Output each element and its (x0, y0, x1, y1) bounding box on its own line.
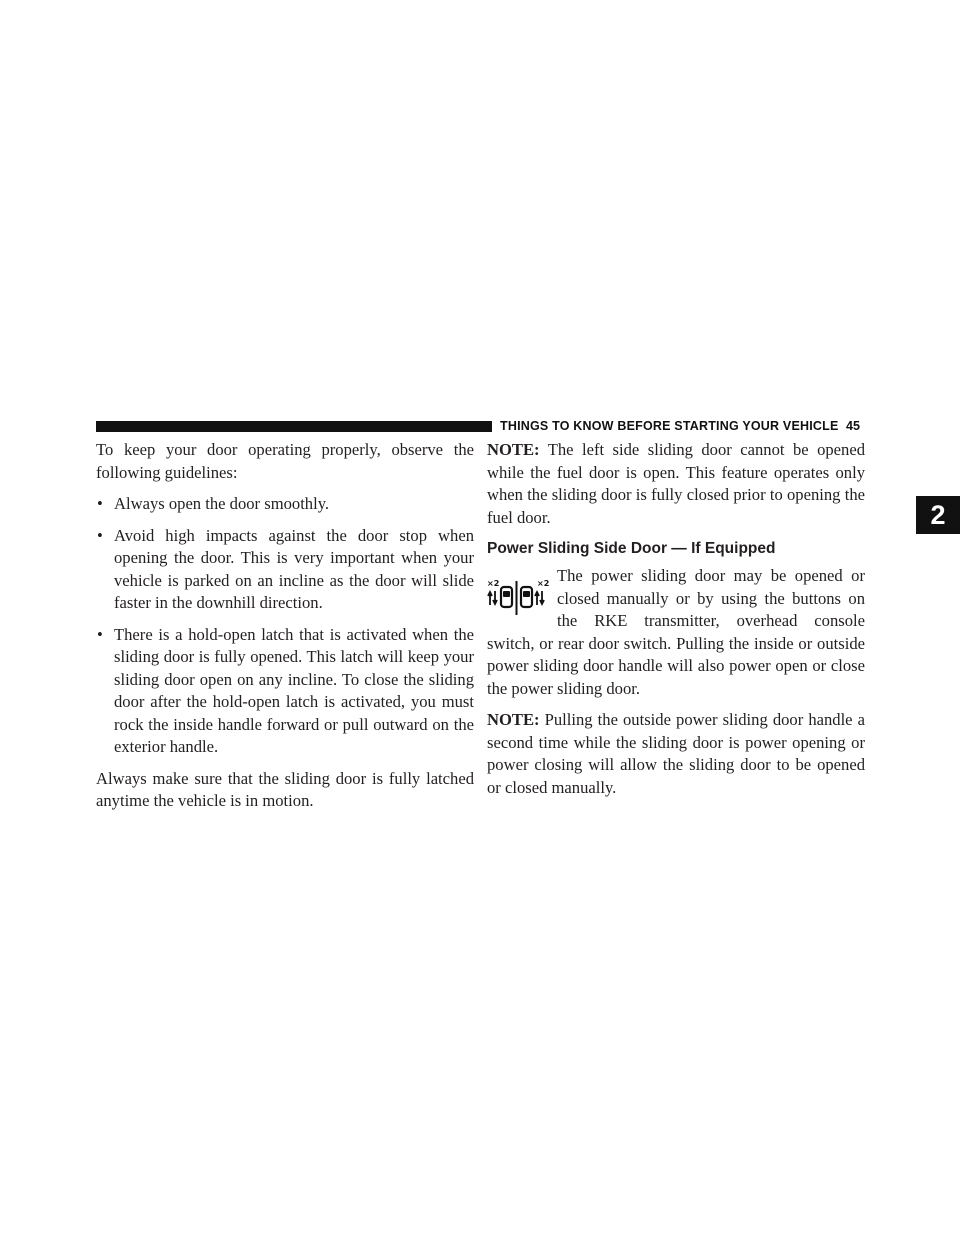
power-door-section (487, 565, 865, 700)
list-item: • Always open the door smoothly. (96, 493, 474, 516)
header-bar (96, 421, 492, 432)
running-header: THINGS TO KNOW BEFORE STARTING YOUR VEHICLE (500, 419, 839, 433)
svg-text:×2: ×2 (537, 579, 550, 588)
list-item: • Avoid high impacts against the door stop when opening the door. This is very important when your vehicle is parked on an incline as the door will slide faster in the downhill direction. (97, 525, 474, 612)
bullet-icon: • (97, 525, 103, 545)
right-column (487, 439, 865, 808)
note-manual-operation: NOTE: Pulling the outside power sliding door handle a second time while the sliding door is power opening or power closing will allow the sliding door to be opened or closed manually. (487, 710, 865, 797)
power-sliding-door-icon (487, 577, 550, 619)
closing-paragraph: Always make sure that the sliding door is fully latched anytime the vehicle is in motion. (96, 768, 474, 810)
bullet-icon: • (97, 624, 103, 644)
note-label: NOTE: (487, 440, 540, 459)
chapter-tab: 2 (916, 496, 960, 534)
note-label: NOTE: (487, 710, 540, 729)
left-column (96, 439, 474, 822)
list-item: • There is a hold-open latch that is activated when the sliding door is fully opened. This latch will keep your sliding door open on any incline. To close the sliding door after the hold-open latch is activated, you must rock the inside handle forward or pull outward on the exterior handle. (97, 624, 474, 756)
section-heading: Power Sliding Side Door — If Equipped (487, 540, 776, 557)
bullet-icon: • (97, 494, 103, 513)
intro-paragraph: To keep your door operating properly, observe the following guidelines: (96, 440, 474, 482)
page-number: 45 (846, 419, 860, 433)
svg-text:×2: ×2 (487, 579, 500, 588)
guidelines-list (96, 493, 474, 759)
power-door-description: The power sliding door may be opened or closed manually or by using the buttons on the RKE transmitter, overhead console switch, or rear door switch. Pulling the inside or outside power sliding door handle will also power open or close the power sliding door. (487, 566, 865, 698)
note-fuel-door: NOTE: The left side sliding door cannot be opened while the fuel door is open. This feature operates only when the sliding door is fully closed prior to opening the fuel door. (487, 440, 865, 527)
